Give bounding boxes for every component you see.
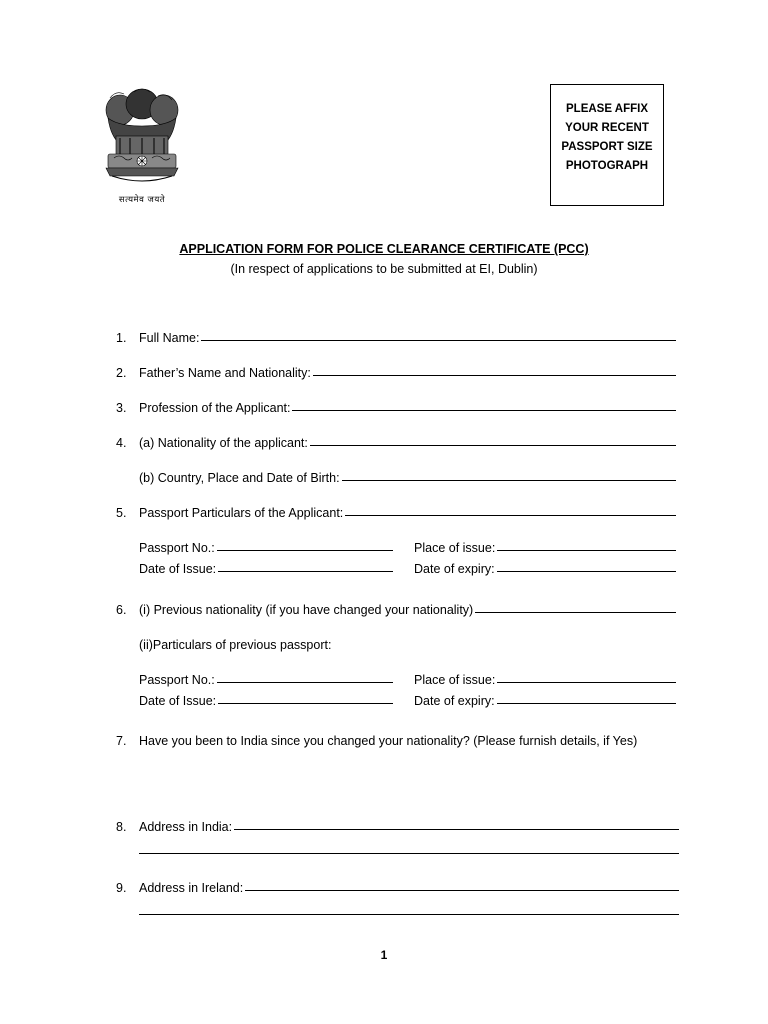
previous-nationality-field[interactable]: [475, 612, 676, 613]
father-name-label: Father’s Name and Nationality:: [139, 366, 311, 380]
prev-date-issue-label: Date of Issue:: [139, 694, 217, 708]
date-issue-label: Date of Issue:: [139, 562, 217, 576]
previous-nationality-row: [116, 599, 676, 617]
prev-date-issue-row: [139, 690, 393, 708]
form-subtitle: (In respect of applications to be submitted at EI, Dublin): [230, 262, 538, 276]
prev-date-expiry-field[interactable]: [497, 703, 676, 704]
passport-no-field[interactable]: [217, 550, 393, 551]
prev-date-issue-field[interactable]: [218, 703, 393, 704]
address-ireland-row: [116, 877, 679, 895]
profession-field[interactable]: [292, 410, 676, 411]
address-ireland-field[interactable]: [245, 890, 679, 891]
date-expiry-label: Date of expiry:: [414, 562, 495, 576]
passport-no-row: [139, 537, 393, 555]
address-india-field-line2[interactable]: [139, 853, 679, 854]
full-name-row: [116, 327, 676, 345]
date-issue-field[interactable]: [218, 571, 393, 572]
india-visit-row: [116, 731, 676, 751]
form-title: APPLICATION FORM FOR POLICE CLEARANCE CERTIFICATE (PCC): [179, 242, 589, 256]
passport-field[interactable]: [345, 515, 676, 516]
photo-box-line: PLEASE AFFIX: [566, 103, 648, 115]
photo-affix-box: [550, 84, 664, 206]
address-ireland-field-line2[interactable]: [139, 914, 679, 915]
father-name-row: [116, 362, 676, 380]
date-issue-row: [139, 558, 393, 576]
india-visit-label: Have you been to India since you changed your nationality? (Please furnish details, if Yes): [139, 734, 638, 748]
prev-place-issue-row: [414, 669, 676, 687]
passport-row: [116, 502, 676, 520]
date-expiry-row: [414, 558, 676, 576]
profession-row: [116, 397, 676, 415]
item-number: 2.: [116, 366, 127, 380]
previous-passport-label: (ii)Particulars of previous passport:: [139, 638, 332, 652]
birth-label: (b) Country, Place and Date of Birth:: [139, 471, 340, 485]
previous-passport-row: [139, 634, 676, 652]
full-name-field[interactable]: [201, 340, 676, 341]
prev-passport-no-row: [139, 669, 393, 687]
nationality-field[interactable]: [310, 445, 676, 446]
prev-date-expiry-row: [414, 690, 676, 708]
full-name-label: Full Name:: [139, 331, 200, 345]
item-number: 5.: [116, 506, 127, 520]
profession-label: Profession of the Applicant:: [139, 401, 291, 415]
passport-label: Passport Particulars of the Applicant:: [139, 506, 344, 520]
item-number: 7.: [116, 734, 127, 748]
date-expiry-field[interactable]: [497, 571, 676, 572]
prev-place-issue-field[interactable]: [497, 682, 676, 683]
birth-row: [139, 467, 676, 485]
item-number: 4.: [116, 436, 127, 450]
prev-passport-no-field[interactable]: [217, 682, 393, 683]
item-number: 3.: [116, 401, 127, 415]
item-number: 6.: [116, 603, 127, 617]
place-issue-field[interactable]: [497, 550, 676, 551]
photo-box-line: PASSPORT SIZE: [561, 141, 653, 153]
item-number: 1.: [116, 331, 127, 345]
nationality-label: (a) Nationality of the applicant:: [139, 436, 308, 450]
page-number: 1: [380, 948, 388, 962]
emblem-motto: सत्यमेव जयते: [118, 195, 166, 205]
national-emblem: [96, 88, 188, 206]
photo-box-line: PHOTOGRAPH: [565, 160, 649, 172]
birth-field[interactable]: [342, 480, 676, 481]
prev-place-issue-label: Place of issue:: [414, 673, 496, 687]
lion-capital-icon: [96, 88, 188, 192]
item-number: 8.: [116, 820, 127, 834]
place-issue-label: Place of issue:: [414, 541, 496, 555]
photo-box-line: YOUR RECENT: [565, 122, 649, 134]
item-number: 9.: [116, 881, 127, 895]
address-india-field[interactable]: [234, 829, 679, 830]
address-ireland-label: Address in Ireland:: [139, 881, 244, 895]
prev-date-expiry-label: Date of expiry:: [414, 694, 495, 708]
previous-nationality-label: (i) Previous nationality (if you have changed your nationality): [139, 603, 474, 617]
passport-no-label: Passport No.:: [139, 541, 215, 555]
nationality-row: [116, 432, 676, 450]
prev-passport-no-label: Passport No.:: [139, 673, 215, 687]
address-india-row: [116, 816, 679, 834]
father-name-field[interactable]: [313, 375, 676, 376]
place-issue-row: [414, 537, 676, 555]
address-india-label: Address in India:: [139, 820, 233, 834]
